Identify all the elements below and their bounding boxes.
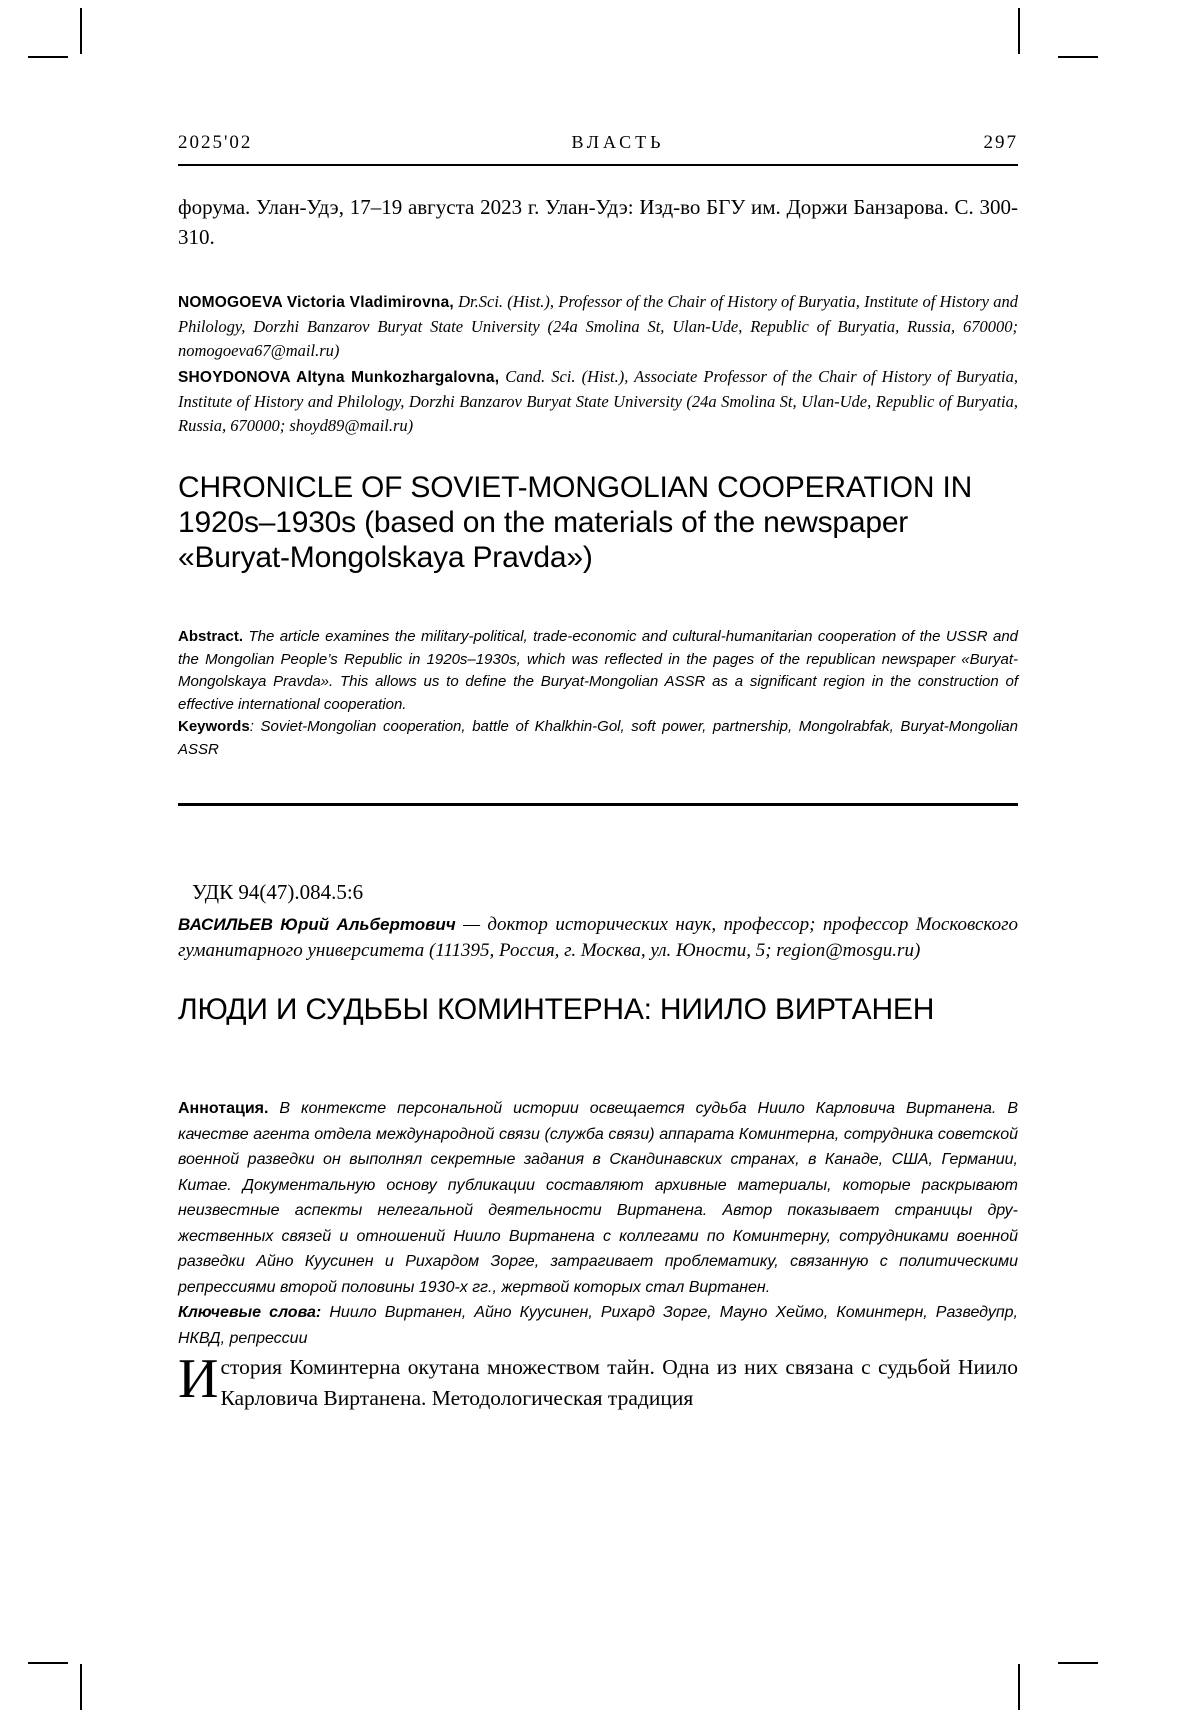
english-abstract-block: [178, 626, 1018, 761]
russian-keywords-paragraph: [178, 1300, 1018, 1351]
running-head-rule: [178, 164, 1018, 166]
english-author-1-surname: NOMOGOEVA Victoria Vladimirovna,: [178, 294, 454, 311]
english-keywords-label: Keywords: [178, 718, 250, 735]
english-author-2-details: Cand. Sci. (Hist.), Associate Professor of the Chair of History of Buryatia, Institute of History and Philology, Dorzhi Banzarov Buryat State University (24a Smolina St, Ulan-Ude, Republic of Buryatia, Russia, 670000; shoyd89@mail.ru): [178, 367, 1018, 435]
russian-abstract-paragraph: [178, 1096, 1018, 1300]
russian-abstract-label: Аннотация.: [178, 1100, 269, 1117]
body-opening-text: стория Коминтерна окутана множеством тайн. Одна из них связана с судьбой Ниило Карловича Виртанена. Методологическая традиция: [220, 1355, 1018, 1410]
russian-article-title: ЛЮДИ И СУДЬБЫ КОМИНТЕРНА: НИИЛО ВИРТАНЕН: [178, 993, 935, 1026]
english-keywords-paragraph: [178, 716, 1018, 761]
russian-author-surname: ВАСИЛЬЕВ Юрий Альбертович: [178, 915, 456, 934]
crop-mark-bottom-right-horizontal: [1058, 1662, 1098, 1664]
page-number: 297: [983, 132, 1018, 153]
crop-mark-bottom-left-vertical: [80, 1664, 82, 1710]
crop-mark-top-left-horizontal: [28, 56, 68, 58]
running-head-journal-title: ВЛАСТЬ: [571, 132, 665, 152]
crop-mark-top-right-horizontal: [1058, 56, 1098, 58]
english-author-1: [178, 290, 1018, 363]
page-content: [178, 0, 1018, 1719]
running-head-issue: 2025'02: [178, 132, 253, 153]
russian-author-details: — доктор исторических наук, профессор; профессор Московского гуманитарного университета (111395, Россия, г. Москва, ул. Юности, 5; region@mosgu.ru): [178, 914, 1019, 961]
crop-mark-top-right-vertical: [1018, 8, 1020, 54]
russian-author-block: [178, 912, 1018, 964]
drop-cap: И: [178, 1348, 219, 1410]
running-head: [178, 132, 1018, 154]
english-authors-block: [178, 290, 1018, 440]
russian-keywords-text: Ниило Виртанен, Айно Куусинен, Рихард Зорге, Мауно Хеймо, Коминтерн, Разведупр, НКВД, репрессии: [178, 1304, 1018, 1347]
crop-mark-bottom-left-horizontal: [28, 1662, 68, 1664]
english-keywords-text: : Soviet-Mongolian cooperation, battle of Khalkhin-Gol, soft power, partnership, Mongolrabfak, Buryat-Mongolian ASSR: [178, 718, 1018, 758]
russian-abstract-text: В контексте персональной истории освещается судьба Ниило Карловича Виртанена. В качестве агента отдела международной связи (служба связи) аппарата Коминтерна, сотрудника советской военной разведки он выполнял секретные задания в Скандинавских странах, в Канаде, США, Германии, Китае. Документальную основу публикации составляют архивные материалы, которые раскрывают неизвестные аспекты нелегальной деятельности Виртанена. Автор показывает страницы дружественных связей и отношений Ниило Виртанена с коллегами по Коминтерну, сотрудниками военной разведки Айно Куусинен и Рихардом Зорге, затрагивает проблематику, связанную с политическими репрессиями второй половины 1930-х гг., жертвой которых стал Виртанен.: [178, 1100, 1018, 1296]
udc-code: УДК 94(47).084.5:6: [192, 880, 364, 904]
body-opening-paragraph: [178, 1348, 1018, 1414]
russian-abstract-block: [178, 1096, 1018, 1351]
crop-mark-top-left-vertical: [80, 8, 82, 54]
english-abstract-paragraph: [178, 626, 1018, 716]
english-author-1-details: Dr.Sci. (Hist.), Professor of the Chair of History of Buryatia, Institute of History and Philology, Dorzhi Banzarov Buryat State University (24a Smolina St, Ulan-Ude, Republic of Buryatia, Russia, 670000; nomogoeva67@mail.ru): [178, 292, 1018, 360]
russian-keywords-label: Ключевые слова:: [178, 1304, 322, 1321]
section-separator-rule: [178, 803, 1018, 806]
reference-tail-text: форума. Улан-Удэ, 17–19 августа 2023 г. Улан-Удэ: Изд-во БГУ им. Доржи Банзарова. С. 300-310.: [178, 195, 1018, 249]
english-abstract-label: Abstract.: [178, 628, 244, 645]
english-author-2: [178, 365, 1018, 438]
english-author-2-surname: SHOYDONOVA Altyna Munkozhargalovna,: [178, 369, 500, 386]
crop-mark-bottom-right-vertical: [1018, 1664, 1020, 1710]
english-abstract-text: The article examines the military-political, trade-economic and cultural-humanitarian cooperation of the USSR and the Mongolian People’s Republic in 1920s–1930s, which was reflected in the pages of the republican newspaper «Buryat-Mongolskaya Pravda». This allows us to define the Buryat-Mongolian ASSR as a significant region in the construction of effective international cooperation.: [178, 628, 1018, 713]
english-article-title: CHRONICLE OF SOVIET-MONGOLIAN COOPERATION IN 1920s–1930s (based on the materials of the newspaper «Buryat-Mongolskaya Pravda»): [178, 471, 973, 574]
